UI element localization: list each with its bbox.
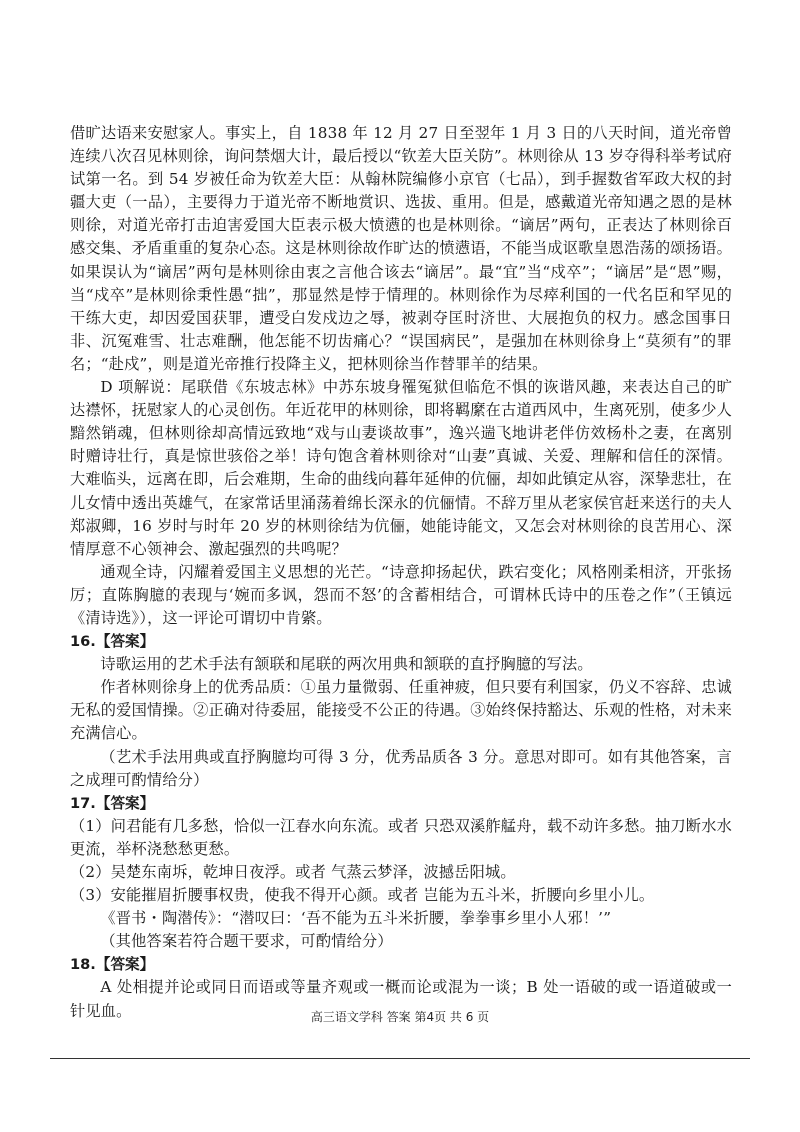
q17-item-1: （1）问君能有几多愁，恰似一江春水向东流。或者 只恐双溪舴艋舟，载不动许多愁。抽刀断水水更流，举杯浇愁愁更愁。 bbox=[70, 816, 732, 858]
bottom-divider bbox=[50, 1058, 750, 1059]
q16-heading: 16.【答案】 bbox=[70, 633, 155, 651]
analysis-paragraph-summary: 通观全诗，闪耀着爱国主义思想的光芒。“诗意抑扬起伏，跌宕变化；风格刚柔相济，开张扬厉；直陈胸臆的表现与‘婉而多讽，怨而不怒’的含蓄相结合，可谓林氏诗中的压卷之作”（王镇远《清诗选》），这一评论可谓切中肯綮。 bbox=[70, 562, 732, 627]
q16-answer-quality: 作者林则徐身上的优秀品质：①虽力量微弱、任重神疲，但只要有利国家，仍义不容辞、忠诚无私的爱国情操。②正确对待委屈，能接受不公正的待遇。③始终保持豁达、乐观的性格，对未来充满信心。 bbox=[70, 678, 732, 743]
analysis-paragraph-1: 借旷达语来安慰家人。事实上，自 1838 年 12 月 27 日至翌年 1 月 3 日的八天时间，道光帝曾连续八次召见林则徐，询问禁烟大计，最后授以“钦差大臣关防”。林则徐从 13 岁夺得科举考试府试第一名。到 54 岁被任命为钦差大臣：从翰林院编修小京官（七品），到手握数省军政大权的封疆大吏（一品），主要得力于道光帝不断地赏识、选拔、重用。但是，感戴道光帝知遇之恩的是林则徐，对道光帝打击迫害爱国大臣表示极大愤懑的也是林则徐。“谪居”两句，正表达了林则徐百感交集、矛盾重重的复杂心态。这是林则徐故作旷达的愤懑语，不能当成讴歌皇恩浩荡的颂扬语。如果误认为“谪居”两句是林则徐由衷之言他合该去“谪居”。最“宜”当“戍卒”；“谪居”是“恩”赐，当“戍卒”是林则徐秉性愚“拙”，那显然是悖于情理的。林则徐作为尽瘁利国的一代名臣和罕见的干练大吏，却因爱国获罪，遭受白发戍边之辱，被剥夺匡时济世、大展抱负的权力。感念国事日非、沉冤难雪、壮志难酬，他怎能不切齿痛心？“误国病民”，是强加在林则徐身上“莫须有”的罪名；“赴戍”，则是道光帝推行投降主义，把林则徐当作替罪羊的结果。 bbox=[70, 124, 732, 373]
q17-scoring-note: （其他答案若符合题干要求，可酌情给分） bbox=[100, 932, 393, 951]
q16-answer-technique: 诗歌运用的艺术手法有颔联和尾联的两次用典和颔联的直抒胸臆的写法。 bbox=[100, 655, 593, 674]
page-footer: 高三语文学科 答案 第4页 共 6 页 bbox=[310, 1010, 490, 1024]
answer-page-body bbox=[70, 122, 732, 1023]
q17-item-2: （2）吴楚东南坼，乾坤日夜浮。或者 气蒸云梦泽，波撼岳阳城。 bbox=[70, 863, 516, 881]
analysis-paragraph-d: D 项解说：尾联借《东坡志林》中苏东坡身罹冤狱但临危不惧的诙谐风趣，来表达自己的旷达襟怀，抚慰家人的心灵创伤。年近花甲的林则徐，即将羁縻在古道西风中，生离死别，使多少人黯然销魂，但林则徐却高情远致地“戏与山妻谈故事”，逸兴遄飞地讲老伴仿效杨朴之妻，在离别时赠诗壮行，真是惊世骇俗之举！诗句饱含着林则徐对“山妻”真诚、关爱、理解和信任的深情。大难临头，远离在即，后会难期，生命的曲线向暮年延伸的伉俪，却如此镇定从容，深挚悲壮，在儿女情中透出英雄气，在家常话里涌荡着绵长深永的伉俪情。不辞万里从老家侯官赶来送行的夫人郑淑卿，16 岁时与时年 20 岁的林则徐结为伉俪，她能诗能文，又怎会对林则徐的良苦用心、深情厚意不心领神会、激起强烈的共鸣呢？ bbox=[70, 378, 732, 558]
q18-heading: 18.【答案】 bbox=[70, 956, 155, 974]
q16-scoring-note: （艺术手法用典或直抒胸臆均可得 3 分，优秀品质各 3 分。意思对即可。如有其他答案，言之成理可酌情给分） bbox=[70, 747, 732, 789]
q17-heading: 17.【答案】 bbox=[70, 794, 155, 812]
q17-item-3: （3）安能摧眉折腰事权贵，使我不得开心颜。或者 岂能为五斗米，折腰向乡里小儿。 bbox=[70, 886, 655, 905]
q18-answer: A 处相提并论或同日而语或等量齐观或一概而论或混为一谈；B 处一语破的或一语道破或一针见血。 bbox=[70, 978, 732, 1020]
q17-item-3-source: 《晋书・陶潜传》：“潜叹曰：‘吾不能为五斗米折腰，拳拳事乡里小人邪！’” bbox=[100, 909, 612, 928]
